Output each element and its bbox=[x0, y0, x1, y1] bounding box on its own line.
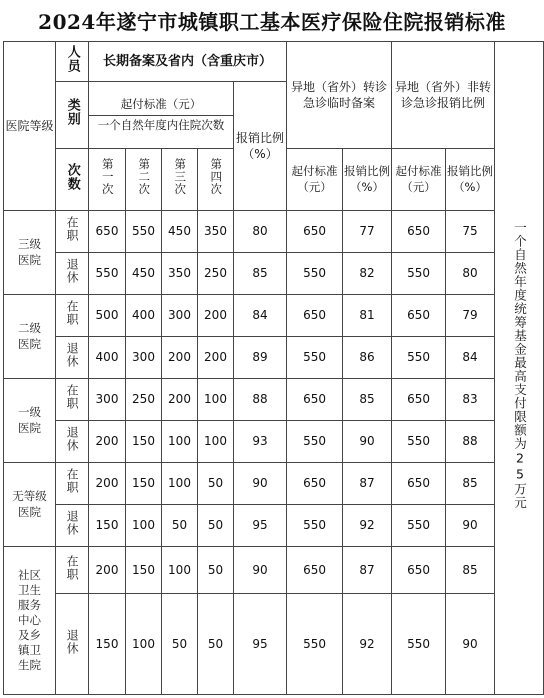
cell-temp-deductible: 650 bbox=[287, 547, 343, 594]
header-remote-temp-deductible-text: 起付标准（元） bbox=[291, 163, 338, 194]
header-times-text: 次数 bbox=[64, 162, 80, 191]
header-remote-temp-deductible bbox=[287, 149, 343, 211]
header-remote-nontransfer-deductible bbox=[392, 149, 446, 211]
cell-d2: 550 bbox=[126, 211, 162, 253]
reimbursement-table bbox=[3, 41, 544, 695]
status-text: 在职 bbox=[65, 468, 80, 495]
cell-d3: 200 bbox=[162, 337, 198, 379]
cell-nontransfer-ratio: 83 bbox=[446, 379, 495, 421]
cell-temp-deductible: 550 bbox=[287, 421, 343, 463]
header-remote-nontransfer-group-text: 异地（省外）非转诊急诊报销比例 bbox=[395, 79, 492, 110]
cell-d1: 400 bbox=[89, 337, 126, 379]
cell-d3: 100 bbox=[162, 421, 198, 463]
cell-d1: 650 bbox=[89, 211, 126, 253]
status-cell bbox=[56, 337, 89, 379]
cell-nontransfer-deductible: 650 bbox=[392, 547, 446, 594]
cell-nontransfer-ratio: 79 bbox=[446, 295, 495, 337]
level-text: 一级医院 bbox=[18, 404, 41, 435]
level-cell bbox=[4, 463, 56, 547]
cell-temp-ratio: 86 bbox=[343, 337, 392, 379]
cell-temp-ratio: 92 bbox=[343, 594, 392, 695]
cell-d3: 200 bbox=[162, 379, 198, 421]
cell-d3: 50 bbox=[162, 505, 198, 547]
cell-temp-ratio: 90 bbox=[343, 421, 392, 463]
header-long-term-group bbox=[89, 42, 287, 82]
table-row bbox=[4, 505, 544, 547]
cell-ratio: 88 bbox=[234, 379, 287, 421]
cell-ratio: 93 bbox=[234, 421, 287, 463]
cell-d4: 200 bbox=[198, 337, 234, 379]
cell-d1: 500 bbox=[89, 295, 126, 337]
header-visit-3-text: 第三次 bbox=[173, 158, 188, 196]
header-remote-nontransfer-group bbox=[392, 42, 495, 149]
header-visit-1 bbox=[89, 149, 126, 211]
table-row bbox=[4, 547, 544, 594]
cell-d1: 200 bbox=[89, 421, 126, 463]
cell-d2: 150 bbox=[126, 547, 162, 594]
status-text: 在职 bbox=[65, 300, 80, 327]
cell-nontransfer-deductible: 550 bbox=[392, 337, 446, 379]
cell-nontransfer-ratio: 75 bbox=[446, 211, 495, 253]
cell-d2: 100 bbox=[126, 594, 162, 695]
header-hospital-level-text: 医院等级 bbox=[5, 118, 54, 133]
cell-d3: 100 bbox=[162, 463, 198, 505]
header-remote-nontransfer-ratio bbox=[446, 149, 495, 211]
cell-nontransfer-deductible: 650 bbox=[392, 211, 446, 253]
cell-temp-deductible: 550 bbox=[287, 505, 343, 547]
level-cell bbox=[4, 379, 56, 463]
cell-nontransfer-ratio: 90 bbox=[446, 594, 495, 695]
header-times bbox=[56, 149, 89, 211]
cell-nontransfer-ratio: 80 bbox=[446, 253, 495, 295]
annual-limit-note-text: 一个自然年度统筹基金最高支付限额为25万元 bbox=[512, 221, 528, 510]
cell-d3: 350 bbox=[162, 253, 198, 295]
status-text: 退休 bbox=[65, 510, 80, 537]
header-remote-temp-group-text: 异地（省外）转诊急诊临时备案 bbox=[291, 79, 388, 110]
cell-temp-ratio: 85 bbox=[343, 379, 392, 421]
status-cell bbox=[56, 379, 89, 421]
cell-d2: 150 bbox=[126, 421, 162, 463]
level-cell bbox=[4, 211, 56, 295]
cell-temp-deductible: 650 bbox=[287, 463, 343, 505]
cell-d3: 50 bbox=[162, 594, 198, 695]
status-text: 在职 bbox=[65, 554, 80, 581]
cell-d4: 50 bbox=[198, 463, 234, 505]
cell-d1: 150 bbox=[89, 594, 126, 695]
status-cell bbox=[56, 295, 89, 337]
header-visit-4 bbox=[198, 149, 234, 211]
header-category-text: 类别 bbox=[64, 98, 80, 127]
header-visit-4-text: 第四次 bbox=[209, 158, 224, 196]
status-text: 退休 bbox=[65, 258, 80, 285]
cell-temp-ratio: 92 bbox=[343, 505, 392, 547]
cell-d1: 550 bbox=[89, 253, 126, 295]
header-remote-nontransfer-ratio-text: 报销比例（%） bbox=[447, 163, 494, 194]
status-cell bbox=[56, 505, 89, 547]
header-visit-1-text: 第一次 bbox=[100, 158, 115, 196]
cell-nontransfer-deductible: 650 bbox=[392, 463, 446, 505]
table-row bbox=[4, 337, 544, 379]
cell-nontransfer-deductible: 550 bbox=[392, 421, 446, 463]
cell-d1: 200 bbox=[89, 463, 126, 505]
cell-d2: 100 bbox=[126, 505, 162, 547]
table-row bbox=[4, 295, 544, 337]
status-text: 在职 bbox=[65, 216, 80, 243]
cell-d2: 400 bbox=[126, 295, 162, 337]
status-cell bbox=[56, 594, 89, 695]
table-row bbox=[4, 594, 544, 695]
cell-d3: 450 bbox=[162, 211, 198, 253]
cell-ratio: 95 bbox=[234, 594, 287, 695]
cell-d1: 200 bbox=[89, 547, 126, 594]
cell-nontransfer-deductible: 550 bbox=[392, 253, 446, 295]
cell-temp-deductible: 550 bbox=[287, 337, 343, 379]
cell-ratio: 89 bbox=[234, 337, 287, 379]
header-category bbox=[56, 82, 89, 149]
cell-d3: 300 bbox=[162, 295, 198, 337]
status-cell bbox=[56, 547, 89, 594]
header-visit-2-text: 第二次 bbox=[137, 158, 152, 196]
cell-nontransfer-deductible: 650 bbox=[392, 379, 446, 421]
cell-nontransfer-ratio: 84 bbox=[446, 337, 495, 379]
cell-temp-deductible: 650 bbox=[287, 211, 343, 253]
header-hospital-level bbox=[4, 42, 56, 211]
table-row bbox=[4, 421, 544, 463]
cell-d2: 150 bbox=[126, 463, 162, 505]
cell-ratio: 90 bbox=[234, 463, 287, 505]
cell-nontransfer-ratio: 88 bbox=[446, 421, 495, 463]
level-text: 三级医院 bbox=[18, 236, 41, 267]
header-visit-2 bbox=[126, 149, 162, 211]
annual-limit-note bbox=[495, 42, 544, 695]
table-row bbox=[4, 463, 544, 505]
cell-d4: 200 bbox=[198, 295, 234, 337]
cell-ratio: 95 bbox=[234, 505, 287, 547]
cell-d3: 100 bbox=[162, 547, 198, 594]
cell-temp-ratio: 77 bbox=[343, 211, 392, 253]
header-personnel bbox=[56, 42, 89, 82]
status-cell bbox=[56, 211, 89, 253]
header-personnel-text: 人员 bbox=[64, 44, 80, 73]
cell-d2: 300 bbox=[126, 337, 162, 379]
header-ratio bbox=[234, 82, 287, 211]
header-remote-nontransfer-deductible-text: 起付标准（元） bbox=[395, 163, 442, 194]
header-deductible-text: 起付标准（元） bbox=[89, 95, 233, 116]
cell-d2: 250 bbox=[126, 379, 162, 421]
level-text: 二级医院 bbox=[18, 320, 41, 351]
cell-d4: 100 bbox=[198, 421, 234, 463]
cell-ratio: 85 bbox=[234, 253, 287, 295]
cell-ratio: 90 bbox=[234, 547, 287, 594]
cell-temp-deductible: 650 bbox=[287, 295, 343, 337]
header-annual-times-text: 一个自然年度内住院次数 bbox=[97, 117, 225, 132]
cell-ratio: 84 bbox=[234, 295, 287, 337]
status-cell bbox=[56, 463, 89, 505]
header-visit-3 bbox=[162, 149, 198, 211]
level-cell bbox=[4, 295, 56, 379]
cell-temp-ratio: 81 bbox=[343, 295, 392, 337]
header-ratio-text: 报销比例（%） bbox=[236, 130, 285, 161]
cell-ratio: 80 bbox=[234, 211, 287, 253]
cell-d1: 300 bbox=[89, 379, 126, 421]
status-cell bbox=[56, 421, 89, 463]
cell-d4: 50 bbox=[198, 505, 234, 547]
cell-d1: 150 bbox=[89, 505, 126, 547]
status-text: 退休 bbox=[65, 628, 80, 655]
status-cell bbox=[56, 253, 89, 295]
cell-temp-deductible: 550 bbox=[287, 594, 343, 695]
cell-temp-ratio: 82 bbox=[343, 253, 392, 295]
page-title: 2024年遂宁市城镇职工基本医疗保险住院报销标准 bbox=[38, 9, 506, 34]
header-long-term-group-text: 长期备案及省内（含重庆市） bbox=[103, 53, 273, 69]
status-text: 退休 bbox=[65, 426, 80, 453]
header-remote-temp-ratio bbox=[343, 149, 392, 211]
cell-d2: 450 bbox=[126, 253, 162, 295]
header-deductible-group bbox=[89, 82, 234, 149]
cell-d4: 350 bbox=[198, 211, 234, 253]
cell-nontransfer-deductible: 550 bbox=[392, 594, 446, 695]
level-cell bbox=[4, 547, 56, 695]
table-row bbox=[4, 211, 544, 253]
cell-d4: 100 bbox=[198, 379, 234, 421]
cell-temp-deductible: 550 bbox=[287, 253, 343, 295]
cell-temp-ratio: 87 bbox=[343, 547, 392, 594]
cell-nontransfer-ratio: 90 bbox=[446, 505, 495, 547]
table-row bbox=[4, 253, 544, 295]
level-text: 社区卫生服务中心及乡镇卫生院 bbox=[18, 567, 41, 672]
header-remote-temp-group bbox=[287, 42, 392, 149]
status-text: 退休 bbox=[65, 342, 80, 369]
cell-d4: 50 bbox=[198, 594, 234, 695]
level-text: 无等级医院 bbox=[12, 488, 47, 519]
cell-nontransfer-ratio: 85 bbox=[446, 547, 495, 594]
cell-nontransfer-ratio: 85 bbox=[446, 463, 495, 505]
table-row bbox=[4, 379, 544, 421]
cell-nontransfer-deductible: 650 bbox=[392, 295, 446, 337]
cell-temp-ratio: 87 bbox=[343, 463, 392, 505]
cell-d4: 50 bbox=[198, 547, 234, 594]
cell-temp-deductible: 650 bbox=[287, 379, 343, 421]
status-text: 在职 bbox=[65, 384, 80, 411]
header-remote-temp-ratio-text: 报销比例（%） bbox=[344, 163, 391, 194]
cell-d4: 250 bbox=[198, 253, 234, 295]
cell-nontransfer-deductible: 550 bbox=[392, 505, 446, 547]
